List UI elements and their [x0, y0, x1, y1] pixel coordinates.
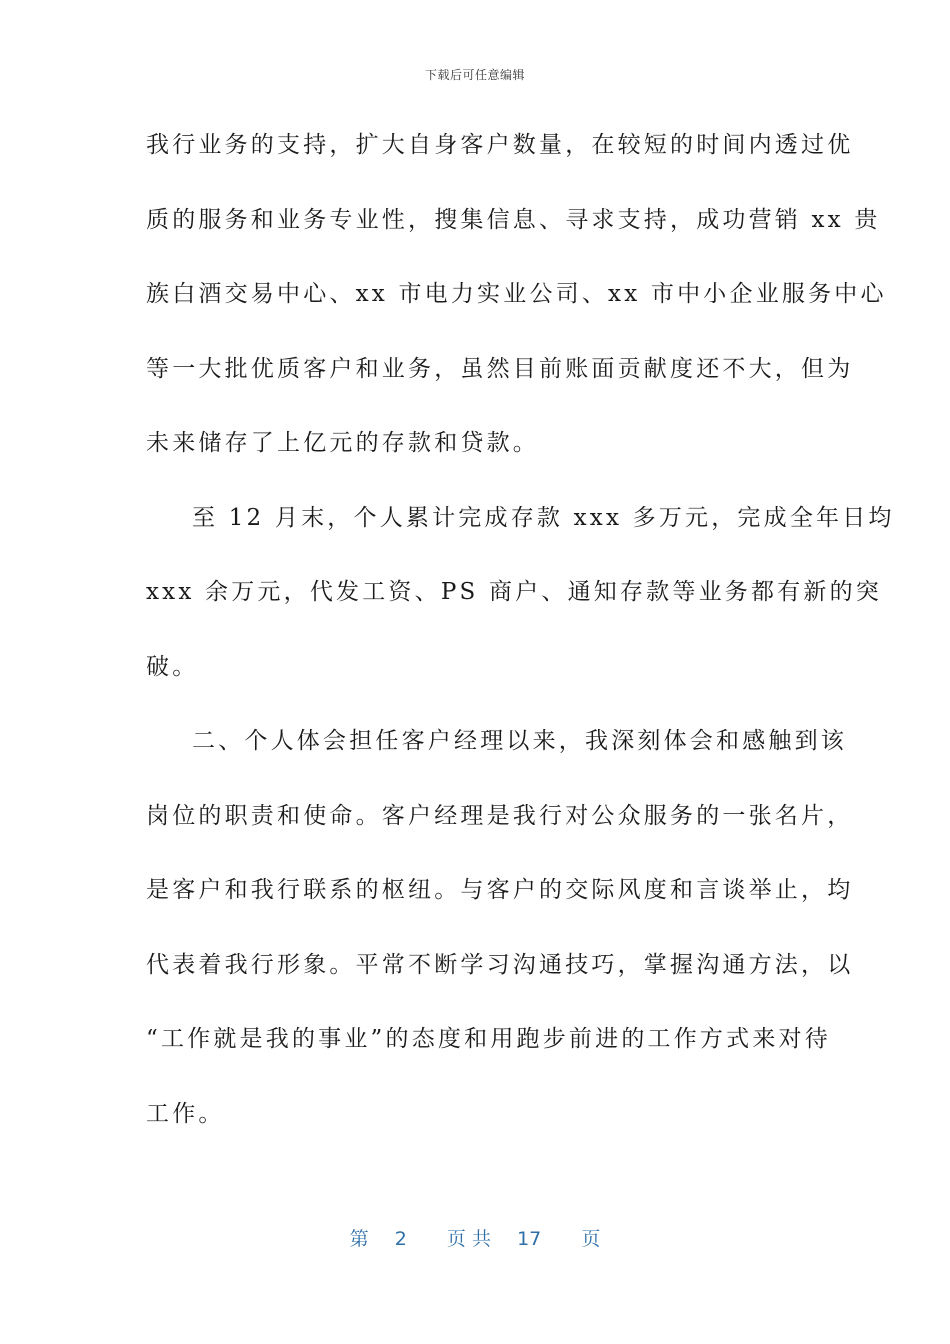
body-line: 至 12 月末，个人累计完成存款 xxx 多万元，完成全年日均: [192, 504, 895, 531]
body-line: 代表着我行形象。平常不断学习沟通技巧，掌握沟通方法，以: [146, 951, 854, 978]
body-line: 等一大批优质客户和业务，虽然目前账面贡献度还不大，但为: [146, 355, 854, 382]
body-line: 工作。: [146, 1100, 225, 1127]
body-line: 质的服务和业务专业性，搜集信息、寻求支持，成功营销 xx 贵: [146, 206, 881, 233]
page-total: 17: [517, 1228, 542, 1250]
body-line: 我行业务的支持，扩大自身客户数量，在较短的时间内透过优: [146, 132, 854, 158]
body-line: 族白酒交易中心、xx 市电力实业公司、xx 市中小企业服务中心: [146, 281, 887, 307]
body-line: “工作就是我的事业”的态度和用跑步前进的工作方式来对待: [146, 1026, 831, 1052]
body-line: 岗位的职责和使命。客户经理是我行对公众服务的一张名片，: [146, 802, 854, 829]
body-line: 未来储存了上亿元的存款和贷款。: [146, 430, 539, 456]
body-line: xxx 余万元，代发工资、PS 商户、通知存款等业务都有新的突: [146, 579, 882, 605]
footer-label-di: 第: [349, 1228, 369, 1250]
document-body: [146, 114, 895, 1157]
body-line: 二、个人体会担任客户经理以来，我深刻体会和感触到该: [192, 728, 847, 754]
footer-label-ye-gong: 页 共: [446, 1228, 491, 1250]
body-line: 破。: [146, 653, 199, 680]
body-line: 是客户和我行联系的枢纽。与客户的交际风度和言谈举止，均: [146, 877, 854, 903]
page-current: 2: [394, 1228, 407, 1250]
header-note: 下载后可任意编辑: [424, 68, 525, 82]
footer-label-ye: 页: [581, 1228, 601, 1250]
page-footer: [0, 1224, 950, 1251]
